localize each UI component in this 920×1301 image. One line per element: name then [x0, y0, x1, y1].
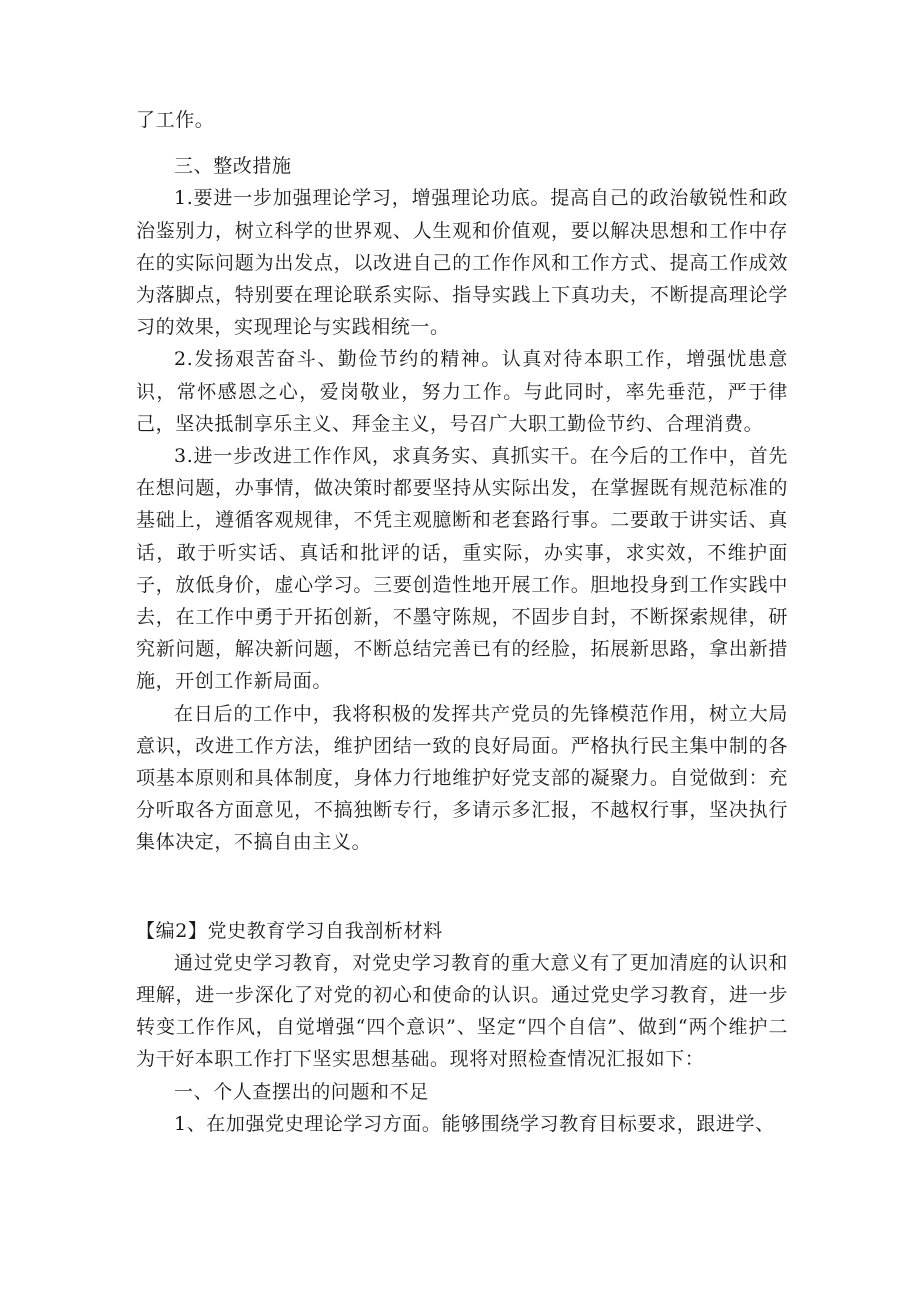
section-spacer — [136, 859, 788, 915]
section-heading-problems: 一、个人查摆出的问题和不足 — [174, 1080, 429, 1103]
article-2-intro: 通过党史学习教育，对党史学习教育的重大意义有了更加清庭的认识和理解，进一步深化了对党的初心和使命的认识。通过党史学习教育，进一步转变工作作风，自觉增强“四个意识”、坚定“四个自信”、做到“两个维护二为干好本职工作打下坚实思想基础。现将对照检查情况汇报如下： — [136, 951, 788, 1071]
measure-paragraph-1: 1.要进一步加强理论学习，增强理论功底。提高自己的政治敏锐性和政治鉴别力，树立科学的世界观、人生观和价值观，要以解决思想和工作中存在的实际问题为出发点，以改进自己的工作作风和工作方式、提高工作成效为落脚点，特别要在理论联系实际、指导实践上下真功夫，不断提高理论学习的效果，实现理论与实践相统一。 — [136, 187, 788, 339]
lead-in-text: 了工作。 — [136, 109, 215, 131]
spacer — [136, 136, 788, 150]
problem-item-1: 1、在加强党史理论学习方面。能够围绕学习教育目标要求，跟进学、 — [174, 1112, 775, 1135]
document-body — [136, 104, 788, 1140]
article-2-title: 【编2】党史教育学习自我剖析材料 — [136, 919, 443, 942]
measure-paragraph-2: 2.发扬艰苦奋斗、勤俭节约的精神。认真对待本职工作，增强忧患意识，常怀感恩之心，爱岗敬业，努力工作。与此同时，率先垂范，严于律己，坚决抵制享乐主义、拜金主义，号召广大职工勤俭节约、合理消费。 — [136, 348, 788, 435]
closing-paragraph: 在日后的工作中，我将积极的发挥共产党员的先锋模范作用，树立大局意识，改进工作方法，维护团结一致的良好局面。严格执行民主集中制的各项基本原则和具体制度，身体力行地维护好党支部的凝聚力。自觉做到：充分听取各方面意见，不搞独断专行，多请示多汇报，不越权行事，坚决执行集体决定，不搞自由主义。 — [136, 702, 788, 854]
section-heading-rectification: 三、整改措施 — [174, 155, 292, 178]
measure-paragraph-3: 3.进一步改进工作作风，求真务实、真抓实干。在今后的工作中，首先在想问题，办事情，做决策时都要坚持从实际出发，在掌握既有规范标准的基础上，遵循客观规律，不凭主观臆断和老套路行事。二要敢于讲实话、真话，敢于听实话、真话和批评的话，重实际，办实事，求实效，不维护面子，放低身价，虚心学习。三要创造性地开展工作。胆地投身到工作实践中去，在工作中勇于开拓创新，不墨守陈规，不固步自封，不断探索规律，研究新问题，解决新问题，不断总结完善已有的经脸，拓展新思路，拿出新措施，开创工作新局面。 — [136, 445, 788, 693]
